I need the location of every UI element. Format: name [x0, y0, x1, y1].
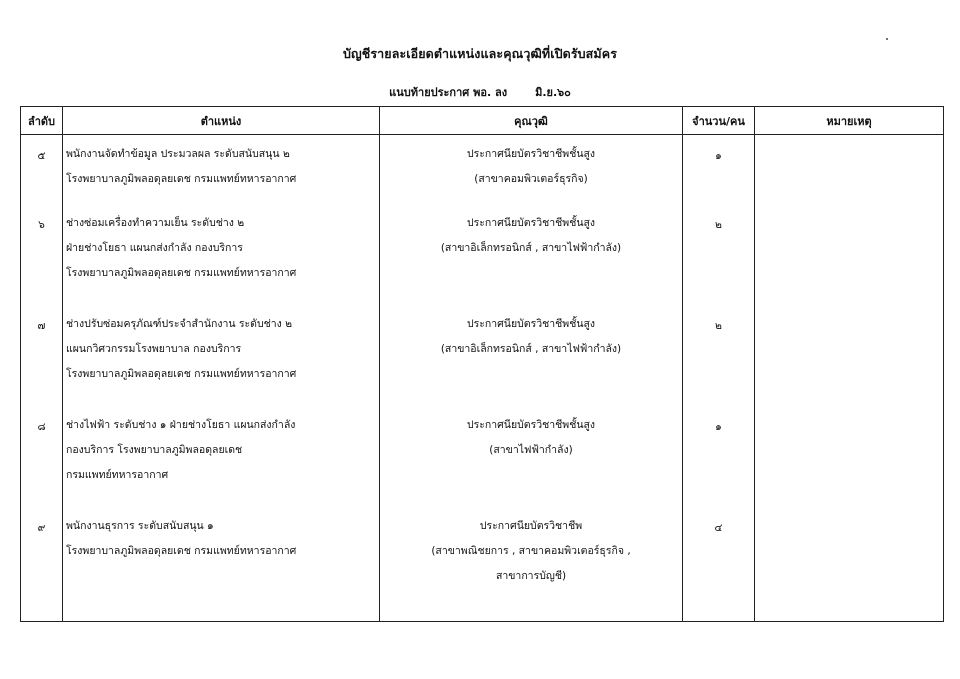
position-line: กรมแพทย์ทหารอากาศ	[66, 468, 169, 481]
row-qualification	[380, 305, 683, 406]
header-remark: หมายเหตุ	[755, 107, 944, 135]
qualification-line: ประกาศนียบัตรวิชาชีพชั้นสูง	[466, 317, 596, 330]
qualification-line: ประกาศนียบัตรวิชาชีพ	[479, 519, 583, 532]
header-count: จำนวน/คน	[683, 107, 755, 135]
row-number: ๗	[21, 305, 63, 406]
row-number: ๕	[21, 135, 63, 204]
header-position: ตำแหน่ง	[63, 107, 380, 135]
row-remark	[755, 507, 944, 622]
table-row	[21, 204, 944, 305]
table-row	[21, 135, 944, 204]
row-number: ๙	[21, 507, 63, 622]
qualification-line: (สาขาอิเล็กทรอนิกส์ , สาขาไฟฟ้ากำลัง)	[440, 241, 622, 254]
position-line: กองบริการ โรงพยาบาลภูมิพลอดุลยเดช	[66, 443, 243, 456]
subtitle-reference: แนบท้ายประกาศ พอ. ลง	[389, 86, 508, 99]
row-count: ๒	[683, 305, 755, 406]
row-position	[63, 135, 380, 204]
position-line: พนักงานธุรการ ระดับสนับสนุน ๑	[66, 519, 214, 532]
qualification-line: ประกาศนียบัตรวิชาชีพชั้นสูง	[466, 216, 596, 229]
table-row	[21, 305, 944, 406]
document-subtitle	[0, 83, 960, 101]
table-header-row	[21, 107, 944, 135]
document-title: บัญชีรายละเอียดตำแหน่งและคุณวุฒิที่เปิดรับสมัคร	[342, 46, 618, 61]
row-position	[63, 406, 380, 507]
scan-speck	[886, 38, 888, 40]
qualification-line: (สาขาคอมพิวเตอร์ธุรกิจ)	[474, 173, 588, 185]
position-line: ช่างซ่อมเครื่องทำความเย็น ระดับช่าง ๒	[66, 216, 245, 229]
row-position	[63, 305, 380, 406]
qualification-line: (สาขาไฟฟ้ากำลัง)	[489, 443, 573, 456]
position-line: โรงพยาบาลภูมิพลอดุลยเดช กรมแพทย์ทหารอากาศ	[66, 367, 297, 380]
position-line: โรงพยาบาลภูมิพลอดุลยเดช กรมแพทย์ทหารอากาศ	[66, 173, 297, 185]
row-count: ๔	[683, 507, 755, 622]
row-count: ๑	[683, 406, 755, 507]
row-qualification	[380, 406, 683, 507]
row-count: ๑	[683, 135, 755, 204]
header-qualification: คุณวุฒิ	[380, 107, 683, 135]
row-remark	[755, 135, 944, 204]
row-count: ๒	[683, 204, 755, 305]
positions-table	[20, 106, 944, 622]
table-row	[21, 507, 944, 622]
qualification-line: (สาขาพณิชยการ , สาขาคอมพิวเตอร์ธุรกิจ ,	[431, 544, 631, 557]
row-qualification	[380, 204, 683, 305]
row-position	[63, 507, 380, 622]
row-qualification	[380, 135, 683, 204]
subtitle-date: มิ.ย.๖๐	[535, 86, 571, 99]
position-line: แผนกวิศวกรรมโรงพยาบาล กองบริการ	[66, 342, 242, 355]
row-number: ๖	[21, 204, 63, 305]
row-remark	[755, 406, 944, 507]
position-line: ช่างไฟฟ้า ระดับช่าง ๑ ฝ่ายช่างโยธา แผนกส่งกำลัง	[66, 418, 296, 431]
row-number: ๘	[21, 406, 63, 507]
qualification-line: ประกาศนียบัตรวิชาชีพชั้นสูง	[466, 418, 596, 431]
row-remark	[755, 305, 944, 406]
row-remark	[755, 204, 944, 305]
table-row	[21, 406, 944, 507]
position-line: โรงพยาบาลภูมิพลอดุลยเดช กรมแพทย์ทหารอากาศ	[66, 544, 297, 557]
position-line: โรงพยาบาลภูมิพลอดุลยเดช กรมแพทย์ทหารอากาศ	[66, 266, 297, 279]
qualification-line: (สาขาอิเล็กทรอนิกส์ , สาขาไฟฟ้ากำลัง)	[440, 342, 622, 355]
qualification-line: ประกาศนียบัตรวิชาชีพชั้นสูง	[466, 148, 596, 160]
qualification-line: สาขาการบัญชี)	[495, 569, 567, 582]
position-line: ช่างปรับซ่อมครุภัณฑ์ประจำสำนักงาน ระดับช่าง ๒	[66, 317, 293, 330]
position-line: พนักงานจัดทำข้อมูล ประมวลผล ระดับสนับสนุน ๒	[66, 148, 290, 160]
row-position	[63, 204, 380, 305]
position-line: ฝ่ายช่างโยธา แผนกส่งกำลัง กองบริการ	[66, 241, 243, 254]
header-no: ลำดับ	[21, 107, 63, 135]
row-qualification	[380, 507, 683, 622]
